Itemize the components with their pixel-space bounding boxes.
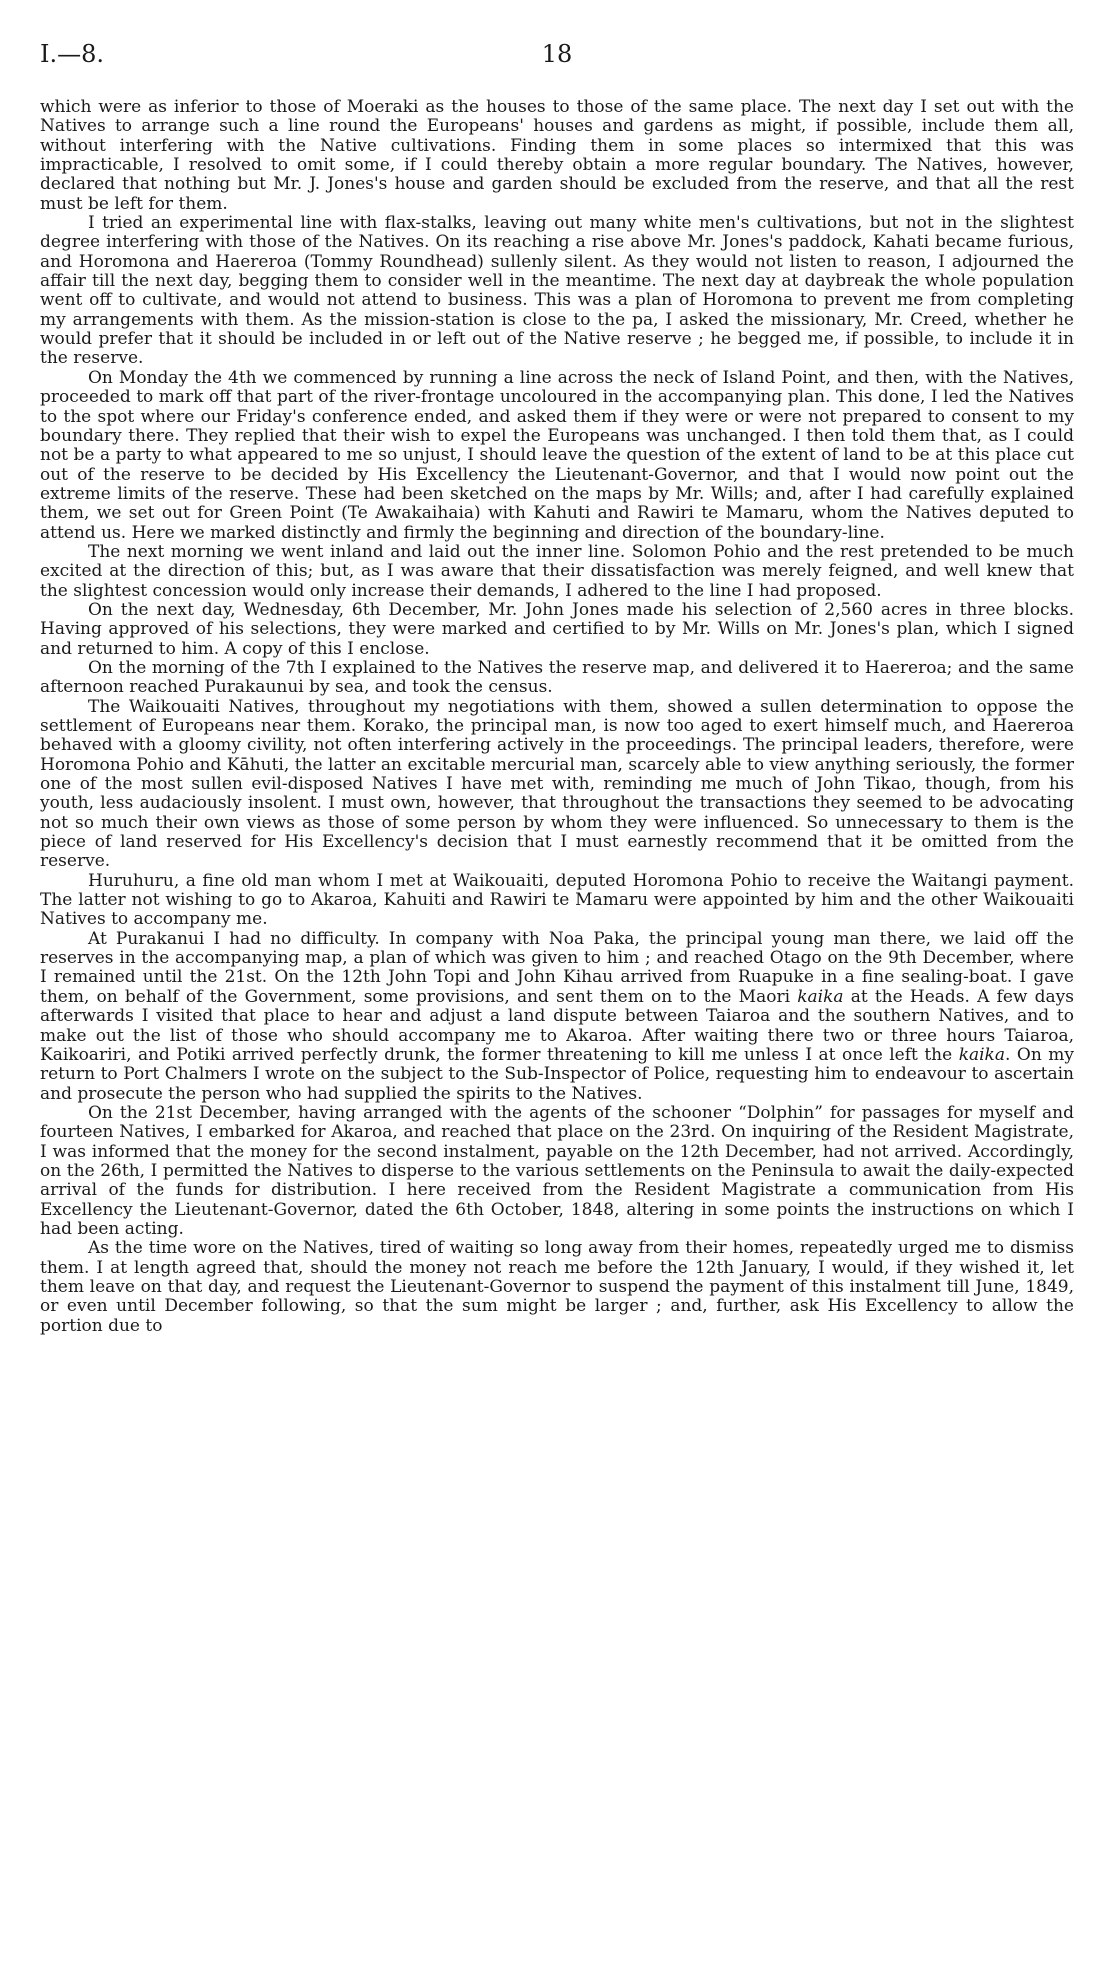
paragraph-reserve-map: On the morning of the 7th I explained to the Natives the reserve map, and delivered it to Haereroa; and the same afternoon reached Purakaunui by sea, and took the census. [40,657,1074,698]
text-segment: . On my return to Port Chalmers I wrote on the subject to the Sub-Inspector of Police, requesting him to endeavour to ascertain and prosecute the person who had supplied the spirits to the Natives. [40,1044,1074,1104]
paragraph-island-point: On Monday the 4th we commenced by running a line across the neck of Island Point, and then, with the Natives, proceeded to mark off that part of the river-frontage uncoloured in the accompanying plan. This done, I led the Natives to the spot where our Friday's conference ended, and asked them if they were or were not prepared to consent to my boundary there. They replied that their wish to expel the Europeans was unchanged. I then told them that, as I could not be a party to what appeared to me so unjust, I should leave the question of the extent of land to be at this place cut out of the reserve to be decided by His Excellency the Lieutenant-Governor, and that I would now point out the extreme limits of the reserve. These had been sketched on the maps by Mr. Wills; and, after I had carefully explained them, we set out for Green Point (Te Awakaihaia) with Kahuti and Rawiri te Mamaru, whom the Natives deputed to attend us. Here we marked distinctly and firmly the beginning and direction of the boundary-line. [40,367,1074,543]
body-text [40,98,1074,1336]
text-segment: At Purakanui I had no difficulty. In company with Noa Paka, the principal young man there, we laid off the reserves in the accompanying map, a plan of which was given to him ; and reached Otago on the 9th December, where I remained until the 21st. On the 12th John Topi and John Kihau arrived from Ruapuke in a fine sealing-boat. I gave them, on behalf of the Government, some provisions, and sent them on to the Maori [40,928,1074,1007]
paragraph-waikouaiti-natives: The Waikouaiti Natives, throughout my negotiations with them, showed a sullen determination to oppose the settlement of Europeans near them. Korako, the principal man, is now too aged to exert himself much, and Haereroa behaved with a gloomy civility, not often interfering actively in the proceedings. The principal leaders, therefore, were Horomona Pohio and Kāhuti, the latter an excitable mercurial man, scarcely able to view anything seriously, the former one of the most sullen evil-disposed Natives I have met with, reminding me much of John Tikao, though, from his youth, less audaciously insolent. I must own, however, that throughout the transactions they seemed to be advocating not so much their own views as those of some person by whom they were influenced. So unnecessary to them is the piece of land reserved for His Excellency's decision that I must earnestly recommend that it be omitted from the reserve. [40,696,1074,872]
page-number: 18 [541,40,573,68]
paragraph-waiting-natives: As the time wore on the Natives, tired of waiting so long away from their homes, repeatedly urged me to dismiss them. I at length agreed that, should the money not reach me before the 12th January, I would, if they wished it, let them leave on that day, and request the Lieutenant-Governor to suspend the payment of this instalment till June, 1849, or even until December following, so that the sum might be larger ; and, further, ask His Excellency to allow the portion due to [40,1238,1074,1336]
text-segment: at the Heads. A few days afterwards I visited that place to hear and adjust a land dispute between Taiaroa and the southern Natives, and to make out the list of those who should accompany me to Akaroa. After waiting there two or three hours Taiaroa, Kaikoariri, and Potiki arrived perfectly drunk, the former threatening to kill me unless I at once left the [40,986,1074,1065]
italic-term: kaika [797,986,844,1007]
page-header [40,40,1074,76]
document-reference: I.—8. [40,40,105,68]
paragraph-jones-selection: On the next day, Wednesday, 6th December, Mr. John Jones made his selection of 2,560 acres in three blocks. Having approved of his selections, they were marked and certified to by Mr. Wills on Mr. Jones's plan, which I signed and returned to him. A copy of this I enclose. [40,599,1074,659]
italic-term: kaika [958,1044,1005,1065]
paragraph-dolphin-voyage: On the 21st December, having arranged with the agents of the schooner “Dolphin” for passages for myself and fourteen Natives, I embarked for Akaroa, and reached that place on the 23rd. On inquiring of the Resident Magistrate, I was informed that the money for the second instalment, payable on the 12th December, had not arrived. Accordingly, on the 26th, I permitted the Natives to disperse to the various settlements on the Peninsula to await the daily-expected arrival of the funds for distribution. I here received from the Resident Magistrate a communication from His Excellency the Lieutenant-Governor, dated the 6th October, 1848, altering in some points the instructions on which I had been acting. [40,1102,1074,1239]
paragraph-purakanui [40,930,1074,1104]
paragraph-flax-line: I tried an experimental line with flax-stalks, leaving out many white men's cultivations, but not in the slightest degree interfering with those of the Natives. On its reaching a rise above Mr. Jones's paddock, Kahati became furious, and Horomona and Haereroa (Tommy Roundhead) sullenly silent. As they would not listen to reason, I adjourned the affair till the next day, begging them to consider well in the meantime. The next day at daybreak the whole population went off to cultivate, and would not attend to business. This was a plan of Horomona to prevent me from completing my arrangements with them. As the mission-station is close to the pa, I asked the missionary, Mr. Creed, whether he would prefer that it should be included in or left out of the Native reserve ; he begged me, if possible, to include it in the reserve. [40,213,1074,369]
paragraph-huruhuru: Huruhuru, a fine old man whom I met at Waikouaiti, deputed Horomona Pohio to receive the Waitangi payment. The latter not wishing to go to Akaroa, Kahuiti and Rawiri te Mamaru were appointed by him and the other Waikouaiti Natives to accompany me. [40,870,1074,930]
paragraph-continuation: which were as inferior to those of Moeraki as the houses to those of the same place. The next day I set out with the Natives to arrange such a line round the Europeans' houses and gardens as might, if possible, include them all, without interfering with the Native cultivations. Finding them in some places so intermixed that this was impracticable, I resolved to omit some, if I could thereby obtain a more regular boundary. The Natives, however, declared that nothing but Mr. J. Jones's house and garden should be excluded from the reserve, and that all the rest must be left for them. [40,97,1074,214]
paragraph-inner-line: The next morning we went inland and laid out the inner line. Solomon Pohio and the rest pretended to be much excited at the direction of this; but, as I was aware that their dissatisfaction was merely feigned, and well knew that the slightest concession would only increase their demands, I adhered to the line I had proposed. [40,541,1074,601]
